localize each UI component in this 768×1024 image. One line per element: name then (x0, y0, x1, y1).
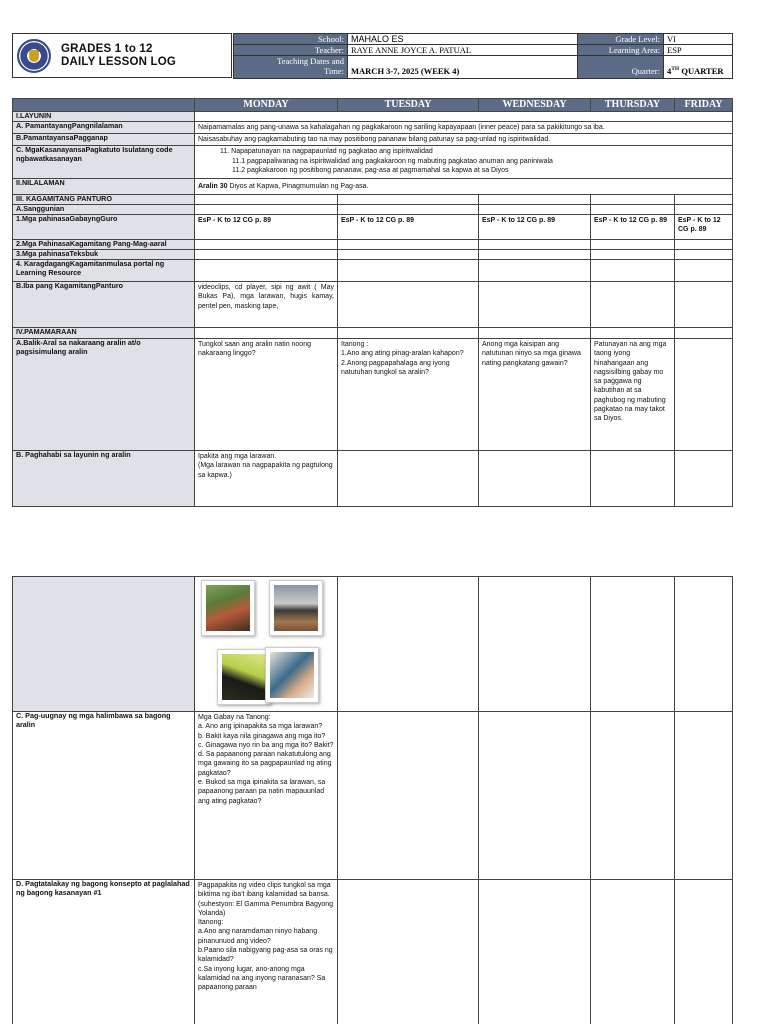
row-cell (675, 450, 733, 506)
row-cell (338, 205, 479, 215)
helping-hand-photo (217, 649, 271, 705)
gabay-ref: EsP - K to 12 CG p. 89 (591, 214, 675, 239)
row-cell (479, 195, 591, 205)
row-cell (479, 712, 591, 880)
dates-label (234, 56, 348, 79)
row-cell (479, 880, 591, 1024)
balik-wednesday: Anong mga kaisipan ang natutunan ninyo sa mga ginawa nating pangkatang gawain? (479, 338, 591, 450)
quarter-sup: TH (671, 66, 680, 73)
images-cell (195, 577, 338, 712)
balik-tuesday: Itanong : 1.Ano ang ating pinag-aralan kahapon? 2.Anong pagpapahalaga ang iyong natutuhan tungkol sa aralin? (338, 338, 479, 450)
row-cell (591, 259, 675, 281)
caregiving-photo (265, 647, 319, 703)
teacher-label: Teacher: (234, 45, 348, 56)
day-header: THURSDAY (591, 99, 675, 112)
helicopter-rescue-photo (269, 580, 323, 636)
row-label-iba: B.Iba pang KagamitangPanturo (13, 281, 195, 327)
row-cell (338, 259, 479, 281)
gabay-ref: EsP - K to 12 CG p. 89 (675, 214, 733, 239)
area-label: Learning Area: (578, 45, 664, 56)
row-cell (338, 239, 479, 249)
row-cell (591, 450, 675, 506)
iba-monday: videoclips, cd player, sipi ng awit ( May Bukas Pa), mga larawan, hugis kamay, pentel pen, masking tape, (195, 281, 338, 327)
row-label-kasanayan: C. MgaKasanayansaPagkatuto Isulatang code ngbawatkasanayan (13, 146, 195, 179)
row-cell (338, 577, 479, 712)
aralin-title: Diyos at Kapwa, Pinagmumulan ng Pag-asa. (227, 183, 369, 191)
row-cell (195, 259, 338, 281)
row-cell (675, 259, 733, 281)
row-cell (195, 249, 338, 259)
row-label-kagamitan: III. KAGAMITANG PANTURO (13, 195, 195, 205)
row-label-layunin: I.LAYUNIN (13, 112, 195, 122)
quarter-label: Quarter: (578, 56, 664, 79)
row-cell (338, 327, 479, 338)
relief-goods-photo (201, 580, 255, 636)
row-label-pagtatalakay: D. Pagtatalakay ng bagong konsepto at paglalahad ng bagong kasanayan #1 (13, 880, 195, 1024)
row-cell (591, 249, 675, 259)
kasanayan-item: 11.1 pagpapaliwanag na ispiritwalidad ang pagkakaroon ng mabuting pagkatao anuman ang paniniwala (232, 157, 553, 165)
row-cell (591, 880, 675, 1024)
gabay-ref: EsP - K to 12 CG p. 89 (195, 214, 338, 239)
school-value: MAHALO ES (348, 34, 578, 45)
quarter-value (664, 56, 733, 79)
row-cell (195, 112, 733, 122)
balik-thursday: Patunayan na ang mga taong iyong hinahangaan ang nagsisilbing gabay mo sa paggawa ng kabutihan at sa paghubog ng mabuting pagkatao na may takot sa Diyos. (591, 338, 675, 450)
row-cell (479, 249, 591, 259)
gabay-ref: EsP - K to 12 CG p. 89 (479, 214, 591, 239)
row-cell (338, 712, 479, 880)
row-label-gabay: 1.Mga pahinasaGabayngGuro (13, 214, 195, 239)
row-cell (479, 577, 591, 712)
lesson-log-table-continued (12, 576, 733, 1024)
kasanayan-item: 11.2 pagkakaroon ng positibong pananaw, pag-asa at pagmamahal sa kapwa at sa Diyos (232, 166, 509, 174)
row-cell (675, 880, 733, 1024)
dates-label-1: Teaching Dates and (277, 56, 344, 66)
area-value: ESP (664, 45, 733, 56)
balik-monday: Tungkol saan ang aralin natin noong nakaraang linggo? (195, 338, 338, 450)
row-cell (195, 327, 338, 338)
grade-value: VI (664, 34, 733, 45)
row-cell (195, 239, 338, 249)
row-cell (675, 338, 733, 450)
aralin-cell (195, 179, 733, 195)
row-cell (479, 281, 591, 327)
row-cell (195, 205, 338, 215)
row-label-pagganap: B.PamantayansaPagganap (13, 134, 195, 146)
paghahabi-monday: Ipakita ang mga larawan. (Mga larawan na nagpapakita ng pagtulong sa kapwa.) (195, 450, 338, 506)
pagtatalakay-monday: Pagpapakita ng video clips tungkol sa mga biktima ng iba't ibang kalamidad sa bansa. (suhestyon: El Gamma Penumbra Bagyong Yolanda) Itanong: a.Ano ang naramdaman ninyo habang pinanunuod ang video? b.Paano sila nabigyang pag-asa sa oras ng kalamidad? c.Sa inyong lugar, ano-anong mga kalamidad na ang inyong naranasan? Sa papaanong paraan (195, 880, 338, 1024)
dates-label-2: Time: (323, 66, 344, 76)
row-cell (338, 195, 479, 205)
kasanayan-item: 11. Napapatunayan na nagpapaunlad ng pagkatao ang ispiritwalidad (220, 148, 433, 156)
row-label-magaaral: 2.Mga PahinasaKagamitang Pang-Mag-aaral (13, 239, 195, 249)
row-cell (479, 239, 591, 249)
row-cell (479, 450, 591, 506)
row-cell (338, 249, 479, 259)
row-cell (675, 577, 733, 712)
row-cell (591, 239, 675, 249)
corner-header (13, 99, 195, 112)
row-cell (591, 327, 675, 338)
lesson-log-table (12, 98, 733, 507)
row-label-balik: A.Balik-Aral sa nakaraang aralin at/o pagsisimulang aralin (13, 338, 195, 450)
day-header: MONDAY (195, 99, 338, 112)
row-cell (338, 450, 479, 506)
row-label-pamantayang: A. PamantayangPangnilalaman (13, 121, 195, 133)
teacher-value: RAYE ANNE JOYCE A. PATUAL (348, 45, 578, 56)
day-header: WEDNESDAY (479, 99, 591, 112)
row-label-paghahabi: B. Paghahabi sa layunin ng aralin (13, 450, 195, 506)
aralin-number: Aralin 30 (198, 183, 228, 191)
school-label: School: (234, 34, 348, 45)
row-cell (591, 577, 675, 712)
photo-group (195, 577, 337, 711)
row-label-nilalaman: II.NILALAMAN (13, 179, 195, 195)
quarter-word: QUARTER (679, 66, 724, 76)
log-title (61, 43, 176, 69)
deped-seal-icon (17, 39, 51, 73)
dates-value: MARCH 3-7, 2025 (WEEK 4) (348, 56, 578, 79)
pamantayang-text: Naipamamalas ang pang-unawa sa kahalagahan ng pagkakaroon ng sariling kapayapaan (inner peace) para sa pakikitungo sa iba. (195, 121, 733, 133)
header-info-table (233, 33, 733, 79)
kasanayan-cell (195, 146, 733, 179)
title-line2: DAILY LESSON LOG (61, 55, 177, 68)
row-label-karagdagang: 4. KaragdagangKagamitanmulasa portal ng Learning Resource (13, 259, 195, 281)
row-cell (675, 249, 733, 259)
row-cell (591, 281, 675, 327)
day-header: FRIDAY (675, 99, 733, 112)
gabay-ref: EsP - K to 12 CG p. 89 (338, 214, 479, 239)
row-label-pamamaraan: IV.PAMAMARAAN (13, 327, 195, 338)
row-cell (338, 880, 479, 1024)
row-label-empty (13, 577, 195, 712)
pagganap-text: Naisasabuhay ang pagkamabuting tao na may positibong pananaw bilang patunay sa pag-unlad ng ispiritwalidad. (195, 134, 733, 146)
row-cell (338, 281, 479, 327)
row-label-teksbuk: 3.Mga pahinasaTeksbuk (13, 249, 195, 259)
row-label-sanggunian: A.Sanggunian (13, 205, 195, 215)
row-label-paguugnay: C. Pag-uugnay ng mga halimbawa sa bagong aralin (13, 712, 195, 880)
row-cell (675, 712, 733, 880)
day-header: TUESDAY (338, 99, 479, 112)
row-cell (675, 195, 733, 205)
grade-label: Grade Level: (578, 34, 664, 45)
row-cell (591, 205, 675, 215)
quarter-num: 4 (667, 66, 672, 76)
row-cell (675, 205, 733, 215)
header-logo-box (12, 33, 232, 78)
paguugnay-monday: Mga Gabay na Tanong: a. Ano ang ipinapakita sa mga larawan? b. Bakit kaya nila ginagawa ang mga ito? c. Ginagawa nyo rin ba ang mga ito? Bakit? d. Sa papaanong paraan nakatutulong ang mga gawaing ito sa pagpapaunlad ng ating pagkatao? e. Bukod sa mga ipinakita sa larawan, sa papaanong paraan pa natin mapauunlad ang ating pagkatao? (195, 712, 338, 880)
row-cell (479, 327, 591, 338)
row-cell (591, 712, 675, 880)
row-cell (591, 195, 675, 205)
row-cell (479, 259, 591, 281)
row-cell (195, 195, 338, 205)
title-line1: GRADES 1 to 12 (61, 42, 153, 55)
row-cell (675, 327, 733, 338)
row-cell (479, 205, 591, 215)
row-cell (675, 239, 733, 249)
row-cell (675, 281, 733, 327)
